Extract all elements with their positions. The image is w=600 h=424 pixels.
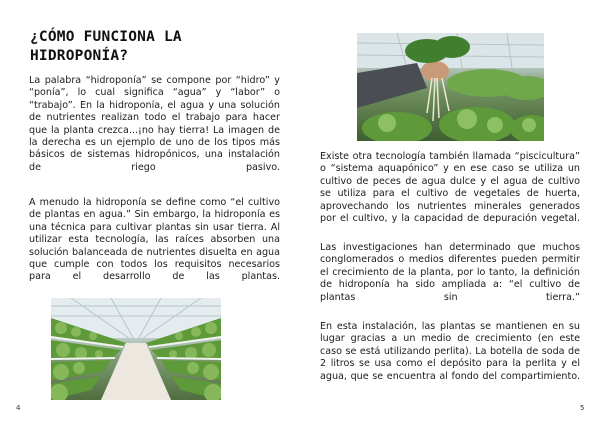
greenhouse-image: [51, 298, 221, 400]
paragraph-cultivo-en-agua: A menudo la hidroponía se define como “el cultivo de plantas en agua.” Sin embargo, la hidroponía es una técnica para cultivar plantas sin usar tierra. Al utilizar esta tecnología, las raíces absorben una solución balanceada de nutrientes disuelta en agua que cumple con todos los requisitos necesarios para el desarrollo de las plantas.: [29, 197, 280, 283]
title-line-2: HIDROPONÍA?: [30, 48, 129, 64]
hand-plant-illustration: [357, 33, 544, 141]
greenhouse-illustration: [51, 298, 221, 400]
paragraph-piscicultura: Existe otra tecnología también llamada “piscicultura” o “sistema aquapónico” y en ese caso se utiliza un cultivo de peces de agua dulce y el agua de cultivo se utiliza para el cultivo de vegetales de huerta, aprovechando los nutrientes minerales generados por el cultivo, y la capacidad de depuración vegetal.: [320, 151, 580, 225]
paragraph-hidroponia-definition: La palabra “hidroponía” se compone por “hidro” y “ponía”, lo cual significa “agua” y “labor” o “trabajo”. En la hidroponía, el agua y una solución de nutrientes realizan todo el trabajo para hacer que la planta crezca...¡no hay tierra! La imagen de la derecha es un ejemplo de uno de los tipos más básicos de sistemas hidropónicos, una instalación de riego pasivo.: [29, 75, 280, 173]
page-number-right: 5: [580, 404, 585, 412]
title-line-1: ¿CÓMO FUNCIONA LA: [30, 29, 182, 45]
page-number-left: 4: [16, 404, 21, 412]
paragraph-investigaciones: Las investigaciones han determinado que muchos conglomerados o medios diferentes pueden permitir el crecimiento de la planta, por lo tanto, la definición de hidroponía ha sido ampliada a: “el cultivo de plantas sin tierra.”: [320, 242, 580, 303]
paragraph-instalacion-perlita: En esta instalación, las plantas se mantienen en su lugar gracias a un medio de crecimiento (en este caso se está utilizando perlita). La botella de soda de 2 litros se usa como el depósito para la perlita y el agua, que se encuentra al fondo del compartimiento.: [320, 321, 580, 382]
hand-with-plant-image: [357, 33, 544, 141]
page-title: [30, 28, 280, 66]
